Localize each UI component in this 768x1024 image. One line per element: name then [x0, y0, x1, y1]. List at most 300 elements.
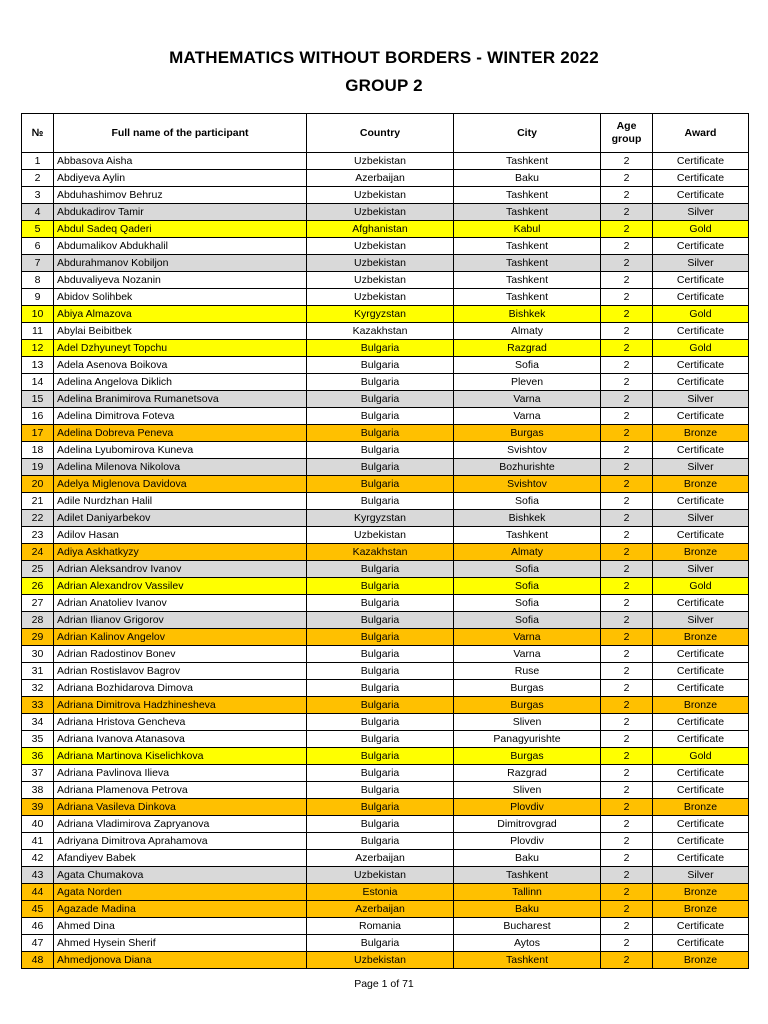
participant-name: Adelina Lyubomirova Kuneva	[54, 442, 307, 459]
table-row	[22, 782, 749, 799]
header-city: City	[454, 114, 601, 153]
participant-award: Certificate	[653, 374, 749, 391]
table-row	[22, 799, 749, 816]
table-row	[22, 527, 749, 544]
participant-city: Tashkent	[454, 527, 601, 544]
participant-country: Uzbekistan	[307, 272, 454, 289]
participant-country: Uzbekistan	[307, 153, 454, 170]
participant-award: Gold	[653, 578, 749, 595]
participant-age-group: 2	[601, 646, 653, 663]
table-row	[22, 884, 749, 901]
participant-country: Bulgaria	[307, 493, 454, 510]
participant-age-group: 2	[601, 357, 653, 374]
table-row	[22, 935, 749, 952]
participant-city: Varna	[454, 629, 601, 646]
participant-city: Panagyurishte	[454, 731, 601, 748]
table-row	[22, 867, 749, 884]
participant-name: Abduvaliyeva Nozanin	[54, 272, 307, 289]
participant-country: Bulgaria	[307, 374, 454, 391]
participant-name: Adriana Plamenova Petrova	[54, 782, 307, 799]
participant-city: Burgas	[454, 697, 601, 714]
participant-name: Adilov Hasan	[54, 527, 307, 544]
participant-country: Bulgaria	[307, 476, 454, 493]
participant-award: Certificate	[653, 493, 749, 510]
participant-award: Certificate	[653, 187, 749, 204]
participant-city: Tashkent	[454, 255, 601, 272]
participant-name: Adelya Miglenova Davidova	[54, 476, 307, 493]
participant-country: Bulgaria	[307, 646, 454, 663]
table-row	[22, 374, 749, 391]
participant-age-group: 2	[601, 731, 653, 748]
participant-name: Abbasova Aisha	[54, 153, 307, 170]
row-number: 37	[22, 765, 54, 782]
participant-country: Uzbekistan	[307, 867, 454, 884]
participant-country: Afghanistan	[307, 221, 454, 238]
table-row	[22, 850, 749, 867]
participant-city: Varna	[454, 408, 601, 425]
table-row	[22, 629, 749, 646]
header-award: Award	[653, 114, 749, 153]
participant-name: Abdul Sadeq Qaderi	[54, 221, 307, 238]
participant-country: Bulgaria	[307, 442, 454, 459]
participant-award: Certificate	[653, 646, 749, 663]
row-number: 17	[22, 425, 54, 442]
participant-city: Almaty	[454, 323, 601, 340]
table-row	[22, 442, 749, 459]
participant-award: Silver	[653, 255, 749, 272]
table-row	[22, 425, 749, 442]
participant-award: Bronze	[653, 799, 749, 816]
participant-award: Certificate	[653, 357, 749, 374]
participant-country: Estonia	[307, 884, 454, 901]
participant-age-group: 2	[601, 425, 653, 442]
row-number: 9	[22, 289, 54, 306]
participant-award: Certificate	[653, 289, 749, 306]
row-number: 35	[22, 731, 54, 748]
participant-age-group: 2	[601, 714, 653, 731]
participant-city: Ruse	[454, 663, 601, 680]
participant-age-group: 2	[601, 442, 653, 459]
participant-name: Adela Asenova Boikova	[54, 357, 307, 374]
participant-age-group: 2	[601, 544, 653, 561]
participant-country: Bulgaria	[307, 425, 454, 442]
participant-country: Bulgaria	[307, 391, 454, 408]
row-number: 23	[22, 527, 54, 544]
table-row	[22, 340, 749, 357]
participant-country: Bulgaria	[307, 748, 454, 765]
participant-age-group: 2	[601, 476, 653, 493]
participant-name: Abiya Almazova	[54, 306, 307, 323]
row-number: 7	[22, 255, 54, 272]
table-row	[22, 391, 749, 408]
participant-award: Certificate	[653, 918, 749, 935]
participant-name: Adriana Vasileva Dinkova	[54, 799, 307, 816]
participant-age-group: 2	[601, 765, 653, 782]
table-row	[22, 952, 749, 969]
participant-award: Silver	[653, 459, 749, 476]
participant-country: Bulgaria	[307, 663, 454, 680]
table-row	[22, 306, 749, 323]
row-number: 36	[22, 748, 54, 765]
row-number: 43	[22, 867, 54, 884]
participant-name: Adriana Hristova Gencheva	[54, 714, 307, 731]
table-row	[22, 765, 749, 782]
header-number: №	[22, 114, 54, 153]
participant-name: Adelina Dobreva Peneva	[54, 425, 307, 442]
participant-country: Bulgaria	[307, 612, 454, 629]
participant-age-group: 2	[601, 238, 653, 255]
participant-age-group: 2	[601, 748, 653, 765]
participant-city: Dimitrovgrad	[454, 816, 601, 833]
table-row	[22, 680, 749, 697]
table-row	[22, 323, 749, 340]
row-number: 45	[22, 901, 54, 918]
participant-name: Adriana Pavlinova Ilieva	[54, 765, 307, 782]
participant-city: Tashkent	[454, 867, 601, 884]
document-title: MATHEMATICS WITHOUT BORDERS - WINTER 2022	[169, 48, 599, 67]
participant-city: Sliven	[454, 782, 601, 799]
participant-age-group: 2	[601, 935, 653, 952]
row-number: 1	[22, 153, 54, 170]
row-number: 22	[22, 510, 54, 527]
row-number: 46	[22, 918, 54, 935]
row-number: 13	[22, 357, 54, 374]
participant-age-group: 2	[601, 272, 653, 289]
participant-award: Certificate	[653, 323, 749, 340]
participant-city: Tashkent	[454, 272, 601, 289]
participant-age-group: 2	[601, 408, 653, 425]
participant-city: Kabul	[454, 221, 601, 238]
participant-name: Adriana Bozhidarova Dimova	[54, 680, 307, 697]
row-number: 29	[22, 629, 54, 646]
participant-city: Svishtov	[454, 476, 601, 493]
participant-age-group: 2	[601, 782, 653, 799]
participant-country: Bulgaria	[307, 833, 454, 850]
participant-country: Bulgaria	[307, 357, 454, 374]
participant-country: Bulgaria	[307, 697, 454, 714]
participant-name: Adelina Branimirova Rumanetsova	[54, 391, 307, 408]
participant-city: Svishtov	[454, 442, 601, 459]
row-number: 41	[22, 833, 54, 850]
table-row	[22, 510, 749, 527]
participant-award: Certificate	[653, 816, 749, 833]
results-table	[21, 113, 749, 969]
participant-city: Razgrad	[454, 765, 601, 782]
row-number: 34	[22, 714, 54, 731]
table-row	[22, 663, 749, 680]
table-row	[22, 204, 749, 221]
row-number: 21	[22, 493, 54, 510]
table-row	[22, 901, 749, 918]
table-row	[22, 748, 749, 765]
participant-age-group: 2	[601, 204, 653, 221]
participant-name: Adriana Dimitrova Hadzhinesheva	[54, 697, 307, 714]
participant-award: Certificate	[653, 765, 749, 782]
participant-city: Tallinn	[454, 884, 601, 901]
participant-city: Sofia	[454, 493, 601, 510]
row-number: 24	[22, 544, 54, 561]
row-number: 48	[22, 952, 54, 969]
table-row	[22, 561, 749, 578]
participant-city: Varna	[454, 646, 601, 663]
participant-award: Silver	[653, 867, 749, 884]
participant-name: Adel Dzhyuneyt Topchu	[54, 340, 307, 357]
table-row	[22, 731, 749, 748]
row-number: 33	[22, 697, 54, 714]
table-row	[22, 714, 749, 731]
participant-award: Certificate	[653, 850, 749, 867]
participant-city: Tashkent	[454, 204, 601, 221]
table-row	[22, 357, 749, 374]
participant-city: Tashkent	[454, 952, 601, 969]
table-row	[22, 816, 749, 833]
participant-award: Gold	[653, 221, 749, 238]
table-row	[22, 493, 749, 510]
participant-city: Bishkek	[454, 510, 601, 527]
participant-country: Uzbekistan	[307, 238, 454, 255]
row-number: 25	[22, 561, 54, 578]
participant-name: Adriyana Dimitrova Aprahamova	[54, 833, 307, 850]
row-number: 18	[22, 442, 54, 459]
participant-city: Plovdiv	[454, 799, 601, 816]
participant-city: Sofia	[454, 357, 601, 374]
participant-country: Bulgaria	[307, 629, 454, 646]
participant-name: Adriana Ivanova Atanasova	[54, 731, 307, 748]
participant-country: Uzbekistan	[307, 204, 454, 221]
participant-award: Certificate	[653, 595, 749, 612]
row-number: 38	[22, 782, 54, 799]
participant-city: Tashkent	[454, 238, 601, 255]
participant-award: Silver	[653, 204, 749, 221]
participant-award: Certificate	[653, 238, 749, 255]
participant-age-group: 2	[601, 884, 653, 901]
participant-award: Silver	[653, 612, 749, 629]
row-number: 8	[22, 272, 54, 289]
participant-award: Certificate	[653, 935, 749, 952]
participant-city: Tashkent	[454, 289, 601, 306]
participant-award: Certificate	[653, 680, 749, 697]
participant-name: Abdiyeva Aylin	[54, 170, 307, 187]
header-full-name: Full name of the participant	[54, 114, 307, 153]
participant-country: Bulgaria	[307, 595, 454, 612]
participant-award: Bronze	[653, 884, 749, 901]
participant-name: Abdurahmanov Kobiljon	[54, 255, 307, 272]
participant-country: Azerbaijan	[307, 901, 454, 918]
participant-age-group: 2	[601, 561, 653, 578]
participant-country: Kyrgyzstan	[307, 510, 454, 527]
row-number: 3	[22, 187, 54, 204]
participant-age-group: 2	[601, 510, 653, 527]
participant-city: Sofia	[454, 578, 601, 595]
row-number: 15	[22, 391, 54, 408]
participant-city: Burgas	[454, 680, 601, 697]
participant-name: Agata Norden	[54, 884, 307, 901]
row-number: 26	[22, 578, 54, 595]
participant-city: Tashkent	[454, 187, 601, 204]
participant-country: Uzbekistan	[307, 952, 454, 969]
participant-city: Almaty	[454, 544, 601, 561]
table-row	[22, 476, 749, 493]
row-number: 39	[22, 799, 54, 816]
participant-age-group: 2	[601, 612, 653, 629]
participant-city: Sofia	[454, 561, 601, 578]
participant-award: Certificate	[653, 170, 749, 187]
participant-age-group: 2	[601, 952, 653, 969]
participant-award: Gold	[653, 748, 749, 765]
participant-name: Adriana Martinova Kiselichkova	[54, 748, 307, 765]
participant-city: Sofia	[454, 612, 601, 629]
participant-age-group: 2	[601, 867, 653, 884]
participant-country: Kyrgyzstan	[307, 306, 454, 323]
participant-age-group: 2	[601, 459, 653, 476]
participant-age-group: 2	[601, 595, 653, 612]
participant-country: Bulgaria	[307, 408, 454, 425]
participant-country: Uzbekistan	[307, 527, 454, 544]
participant-name: Abidov Solihbek	[54, 289, 307, 306]
participant-age-group: 2	[601, 221, 653, 238]
table-row	[22, 595, 749, 612]
participant-city: Baku	[454, 901, 601, 918]
participant-country: Romania	[307, 918, 454, 935]
participant-award: Bronze	[653, 697, 749, 714]
participant-age-group: 2	[601, 901, 653, 918]
participant-award: Certificate	[653, 527, 749, 544]
participant-name: Abduhashimov Behruz	[54, 187, 307, 204]
row-number: 19	[22, 459, 54, 476]
participant-name: Adrian Anatoliev Ivanov	[54, 595, 307, 612]
participant-age-group: 2	[601, 697, 653, 714]
participant-country: Kazakhstan	[307, 323, 454, 340]
row-number: 30	[22, 646, 54, 663]
participant-city: Burgas	[454, 425, 601, 442]
participant-age-group: 2	[601, 187, 653, 204]
table-row	[22, 153, 749, 170]
table-row	[22, 170, 749, 187]
table-row	[22, 221, 749, 238]
participant-age-group: 2	[601, 374, 653, 391]
participant-country: Bulgaria	[307, 935, 454, 952]
participant-country: Bulgaria	[307, 578, 454, 595]
row-number: 47	[22, 935, 54, 952]
participant-age-group: 2	[601, 663, 653, 680]
participant-award: Certificate	[653, 408, 749, 425]
participant-age-group: 2	[601, 289, 653, 306]
table-row	[22, 918, 749, 935]
table-row	[22, 272, 749, 289]
participant-city: Aytos	[454, 935, 601, 952]
participant-country: Azerbaijan	[307, 850, 454, 867]
header-age-group: Age group	[601, 114, 653, 153]
participant-age-group: 2	[601, 527, 653, 544]
participant-country: Bulgaria	[307, 816, 454, 833]
participant-award: Certificate	[653, 782, 749, 799]
participant-city: Plovdiv	[454, 833, 601, 850]
participant-award: Certificate	[653, 731, 749, 748]
participant-age-group: 2	[601, 153, 653, 170]
participant-age-group: 2	[601, 255, 653, 272]
participant-name: Agazade Madina	[54, 901, 307, 918]
participant-name: Adrian Ilianov Grigorov	[54, 612, 307, 629]
participant-country: Kazakhstan	[307, 544, 454, 561]
table-row	[22, 289, 749, 306]
participant-award: Bronze	[653, 901, 749, 918]
participant-age-group: 2	[601, 850, 653, 867]
participant-city: Bucharest	[454, 918, 601, 935]
participant-country: Bulgaria	[307, 731, 454, 748]
participant-city: Pleven	[454, 374, 601, 391]
table-header-row	[22, 114, 749, 153]
participant-name: Abdumalikov Abdukhalil	[54, 238, 307, 255]
row-number: 10	[22, 306, 54, 323]
participant-city: Baku	[454, 170, 601, 187]
participant-country: Bulgaria	[307, 340, 454, 357]
row-number: 32	[22, 680, 54, 697]
participant-name: Adilet Daniyarbekov	[54, 510, 307, 527]
row-number: 27	[22, 595, 54, 612]
participant-age-group: 2	[601, 306, 653, 323]
participant-name: Adrian Alexandrov Vassilev	[54, 578, 307, 595]
participant-city: Bishkek	[454, 306, 601, 323]
participant-award: Certificate	[653, 663, 749, 680]
participant-country: Azerbaijan	[307, 170, 454, 187]
participant-award: Certificate	[653, 833, 749, 850]
participant-name: Adrian Rostislavov Bagrov	[54, 663, 307, 680]
participant-name: Abdukadirov Tamir	[54, 204, 307, 221]
table-row	[22, 255, 749, 272]
table-row	[22, 578, 749, 595]
participant-award: Bronze	[653, 476, 749, 493]
participant-age-group: 2	[601, 799, 653, 816]
participant-name: Adrian Aleksandrov Ivanov	[54, 561, 307, 578]
row-number: 4	[22, 204, 54, 221]
participant-name: Adile Nurdzhan Halil	[54, 493, 307, 510]
participant-age-group: 2	[601, 170, 653, 187]
participant-country: Uzbekistan	[307, 255, 454, 272]
participant-award: Certificate	[653, 442, 749, 459]
row-number: 6	[22, 238, 54, 255]
table-row	[22, 646, 749, 663]
table-row	[22, 833, 749, 850]
row-number: 12	[22, 340, 54, 357]
table-row	[22, 544, 749, 561]
participant-city: Varna	[454, 391, 601, 408]
participant-country: Uzbekistan	[307, 289, 454, 306]
participant-age-group: 2	[601, 578, 653, 595]
participant-city: Baku	[454, 850, 601, 867]
participant-age-group: 2	[601, 340, 653, 357]
participant-award: Gold	[653, 340, 749, 357]
table-row	[22, 408, 749, 425]
participant-name: Abylai Beibitbek	[54, 323, 307, 340]
participant-name: Afandiyev Babek	[54, 850, 307, 867]
participant-name: Adelina Dimitrova Foteva	[54, 408, 307, 425]
participant-name: Adrian Radostinov Bonev	[54, 646, 307, 663]
participant-age-group: 2	[601, 833, 653, 850]
row-number: 42	[22, 850, 54, 867]
participant-award: Silver	[653, 561, 749, 578]
participant-name: Ahmedjonova Diana	[54, 952, 307, 969]
row-number: 28	[22, 612, 54, 629]
table-row	[22, 697, 749, 714]
row-number: 31	[22, 663, 54, 680]
participant-award: Bronze	[653, 629, 749, 646]
participant-country: Bulgaria	[307, 459, 454, 476]
row-number: 20	[22, 476, 54, 493]
participant-name: Adelina Angelova Diklich	[54, 374, 307, 391]
participant-city: Burgas	[454, 748, 601, 765]
participant-age-group: 2	[601, 680, 653, 697]
participant-award: Silver	[653, 391, 749, 408]
